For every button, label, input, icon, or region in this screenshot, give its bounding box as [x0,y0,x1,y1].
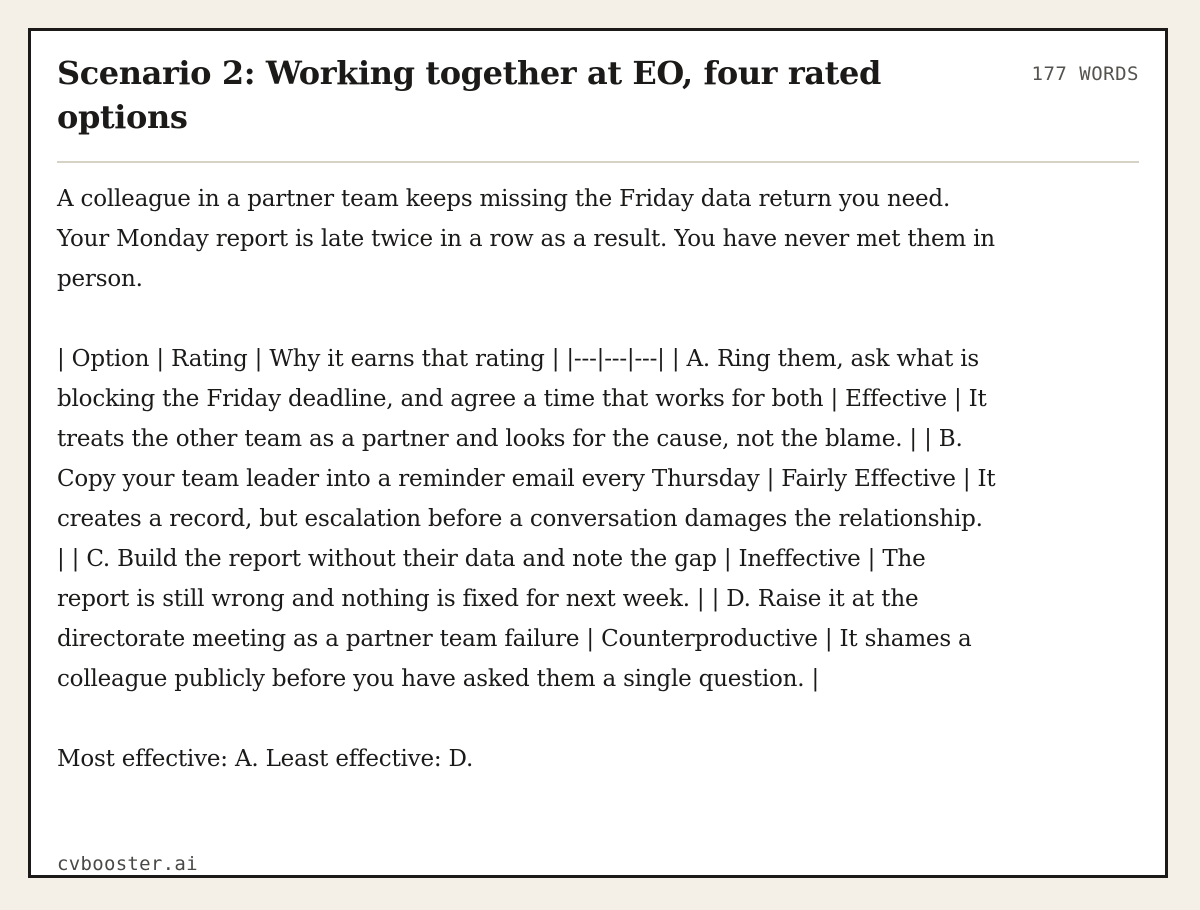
options-table-text: | Option | Rating | Why it earns that rating | |---|---|---| | A. Ring them, ask what is blocking the Friday deadline, and agree a time that works for both | Effective | It treats the other team as a partner and looks for the cause, not the blame. | | B. Copy your team leader into a reminder email every Thursday | Fairly Effective | It creates a record, but escalation before a conversation damages the relationship. | | C. Build the report without their data and note the gap | Ineffective | The report is still wrong and nothing is fixed for next week. | | D. Raise it at the directorate meeting as a partner team failure | Counterproductive | It shames a colleague publicly before you have asked them a single question. | [57,346,996,692]
effectiveness-summary: Most effective: A. Least effective: D. [57,746,474,772]
word-count-label: 177 WORDS [1031,63,1139,85]
scenario-intro: A colleague in a partner team keeps missing the Friday data return you need. Your Monday report is late twice in a row as a result. You have never met them in person. [57,186,995,292]
scenario-card [28,28,1168,878]
scenario-body [57,179,997,779]
card-header [57,51,1139,163]
scenario-title: Scenario 2: Working together at EO, four rated options [57,54,881,136]
brand-footer: cvbooster.ai [57,853,198,875]
